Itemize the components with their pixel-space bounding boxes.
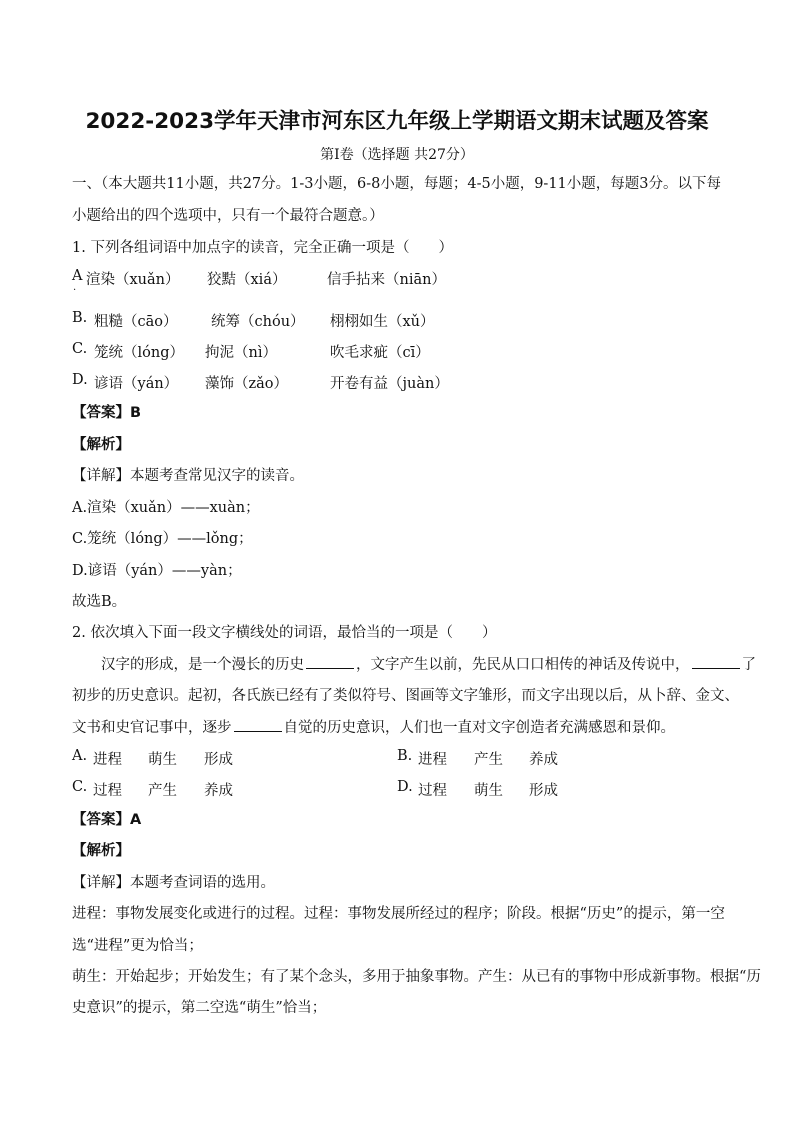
q2-option-c-word1: 过程 [93,783,122,799]
q1-option-d-label: D. [72,372,88,388]
q2-option-c-label: C. [72,779,88,795]
q2-explain-line-3: 萌生：开始起步；开始发生；有了某个念头，多用于抽象事物。产生：从已有的事物中形成新事物。根据“历 [72,969,761,985]
q1-option-a-word1: 渲染（xuǎn） [86,272,180,288]
q1-answer: 【答案】B [72,405,142,421]
q2-passage-line-3 [72,717,675,738]
q2-answer: 【答案】A [72,812,142,828]
section-subtitle: 第I卷（选择题 共27分） [320,147,474,163]
q2-explain-line-4: 史意识”的提示，第二空选“萌生”恰当； [72,1000,327,1016]
q1-option-b-word1: 粗糙（cāo） [94,314,178,330]
q2-blank-3 [234,717,282,732]
q1-option-d-word2: 藻饰（zǎo） [205,376,289,392]
q1-detail: 【详解】本题考查常见汉字的读音。 [72,468,304,484]
page-title: 2022-2023学年天津市河东区九年级上学期语文期末试题及答案 [85,109,709,134]
q2-analysis-heading: 【解析】 [72,843,130,859]
q2-option-a-word1: 进程 [93,752,122,768]
q2-explain-line-1: 进程：事物发展变化或进行的过程。过程：事物发展所经过的程序；阶段。根据“历史”的提示，第一空 [72,906,725,922]
q1-option-d-word3: 开卷有益（juàn） [330,376,449,392]
q2-passage-text-3a: 文书和史官记事中，逐步 [72,720,232,736]
q2-option-b-label: B. [397,748,413,764]
q2-option-d-word1: 过程 [418,783,447,799]
q2-option-a-word3: 形成 [204,752,233,768]
q2-passage-line-1 [101,654,756,675]
section-intro-line-1: 一、（本大题共11小题，共27分。1-3小题，6-8小题，每题；4-5小题，9-11小题，每题3分。以下每 [72,176,721,192]
q2-passage-text-1a: 汉字的形成，是一个漫长的历史 [101,657,304,673]
q2-blank-1 [306,654,354,669]
q1-option-b-word3: 栩栩如生（xǔ） [330,314,435,330]
q2-detail: 【详解】本题考查词语的选用。 [72,875,275,891]
q1-conclusion: 故选B。 [72,594,127,610]
q1-stem: 1. 下列各组词语中加点字的读音，完全正确一项是（ ） [72,240,453,256]
q1-option-a-word3: 信手拈来（niān） [327,272,446,288]
q1-explain-a: A.渲染（xuǎn）——xuàn； [72,500,260,516]
q1-explain-d: D.谚语（yán）——yàn； [72,563,242,579]
q2-option-a-word2: 萌生 [148,752,177,768]
q2-passage-line-2: 初步的历史意识。起初，各氏族已经有了类似符号、图画等文字雏形，而文字出现以后，从卜辞、金文、 [72,688,739,704]
q1-dot-mark: . [73,282,77,293]
q1-option-c-label: C. [72,341,88,357]
q2-option-b-word1: 进程 [418,752,447,768]
q1-option-b-word2: 统筹（chóu） [211,314,305,330]
q1-option-c-word1: 笼统（lóng） [94,345,184,361]
q2-option-b-word2: 产生 [474,752,503,768]
q2-option-b-word3: 养成 [529,752,558,768]
q2-option-d-label: D. [397,779,413,795]
q1-explain-c: C.笼统（lóng）——lǒng； [72,531,253,547]
q2-option-d-word2: 萌生 [474,783,503,799]
q2-passage-text-1c: 了 [741,657,756,673]
q2-passage-text-1b: ，文字产生以前，先民从口口相传的神话及传说中， [356,657,690,673]
q2-passage-text-3b: 自觉的历史意识，人们也一直对文字创造者充满感恩和景仰。 [283,720,675,736]
q2-option-d-word3: 形成 [529,783,558,799]
section-intro-line-2: 小题给出的四个选项中，只有一个最符合题意。） [72,208,384,224]
q1-option-a-label: A [72,268,83,284]
q2-blank-2 [692,654,740,669]
q1-analysis-heading: 【解析】 [72,437,130,453]
q2-stem: 2. 依次填入下面一段文字横线处的词语，最恰当的一项是（ ） [72,625,497,641]
q2-option-a-label: A. [72,748,88,764]
q1-option-a-word2: 狡黠（xiá） [207,272,287,288]
q1-option-d-word1: 谚语（yán） [94,376,179,392]
q2-explain-line-2: 选“进程”更为恰当； [72,938,203,954]
q1-option-c-word3: 吹毛求疵（cī） [330,345,430,361]
q2-option-c-word2: 产生 [148,783,177,799]
q1-option-b-label: B. [72,310,88,326]
q1-option-c-word2: 拘泥（nì） [205,345,277,361]
q2-option-c-word3: 养成 [204,783,233,799]
